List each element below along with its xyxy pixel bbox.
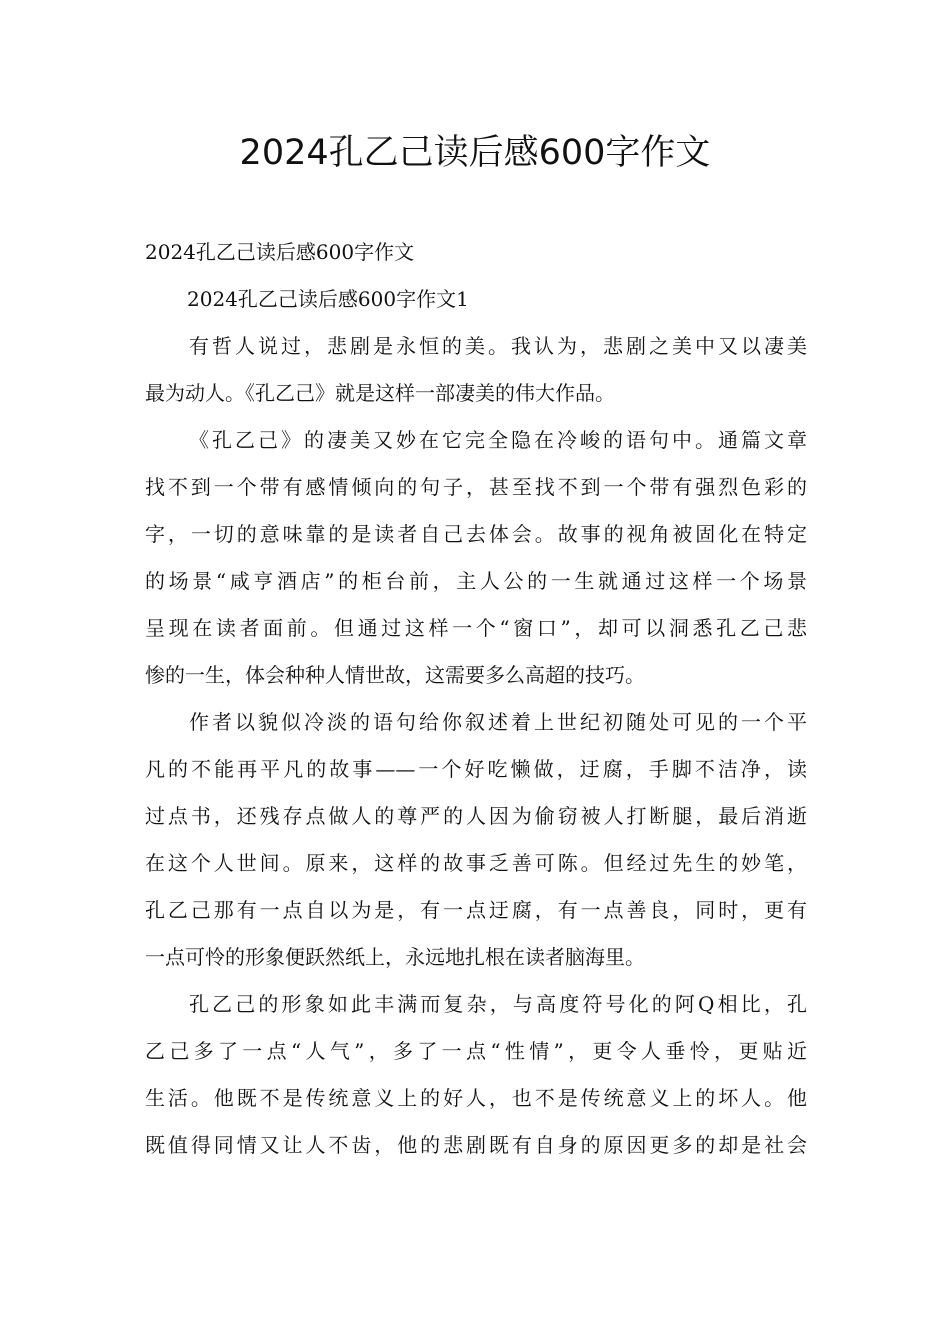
paragraph-line: 的场景“咸亨酒店”的柜台前，主人公的一生就通过这样一个场景 [145,569,807,593]
paragraph-3 [145,699,807,981]
paragraph-line: 在这个人世间。原来，这样的故事乏善可陈。但经过先生的妙笔， [145,851,807,875]
paragraph-line: 一点可怜的形象便跃然纸上，永远地扎根在读者脑海里。 [145,945,645,969]
paragraph-line: 孔乙己的形象如此丰满而复杂，与高度符号化的阿Q相比，孔 [189,992,807,1016]
paragraph-2 [145,417,807,699]
paragraph-line: 乙己多了一点“人气”，多了一点“性情”，更令人垂怜，更贴近 [145,1039,807,1063]
document-subtitle: 2024孔乙己读后感600字作文 [145,240,415,264]
paragraph-line: 既值得同情又让人不齿，他的悲剧既有自身的原因更多的却是社会 [145,1133,807,1157]
paragraph-4 [145,981,807,1169]
paragraph-line: 最为动人。《孔乙己》就是这样一部凄美的伟大作品。 [145,381,615,405]
paragraph-line: 字，一切的意味靠的是读者自己去体会。故事的视角被固化在特定 [145,522,807,546]
paragraph-line: 《孔乙己》的凄美又妙在它完全隐在冷峻的语句中。通篇文章 [189,428,807,452]
section-heading: 2024孔乙己读后感600字作文1 [187,287,469,311]
paragraph-1 [145,323,807,417]
paragraph-line: 有哲人说过，悲剧是永恒的美。我认为，悲剧之美中又以凄美 [189,334,807,358]
paragraph-line: 作者以貌似冷淡的语句给你叙述着上世纪初随处可见的一个平 [189,710,807,734]
paragraph-line: 呈现在读者面前。但通过这样一个“窗口”，却可以洞悉孔乙己悲 [145,616,807,640]
paragraph-line: 找不到一个带有感情倾向的句子，甚至找不到一个带有强烈色彩的 [145,475,807,499]
paragraph-line: 惨的一生，体会种种人情世故，这需要多么高超的技巧。 [145,663,645,687]
document-title: 2024孔乙己读后感600字作文 [239,133,711,173]
paragraph-line: 凡的不能再平凡的故事——一个好吃懒做，迂腐，手脚不洁净，读 [145,757,807,781]
paragraph-line: 孔乙己那有一点自以为是，有一点迂腐，有一点善良，同时，更有 [145,898,807,922]
paragraph-line: 生活。他既不是传统意义上的好人，也不是传统意义上的坏人。他 [145,1086,807,1110]
document-body [145,229,807,1169]
paragraph-line: 过点书，还残存点做人的尊严的人因为偷窃被人打断腿，最后消逝 [145,804,807,828]
